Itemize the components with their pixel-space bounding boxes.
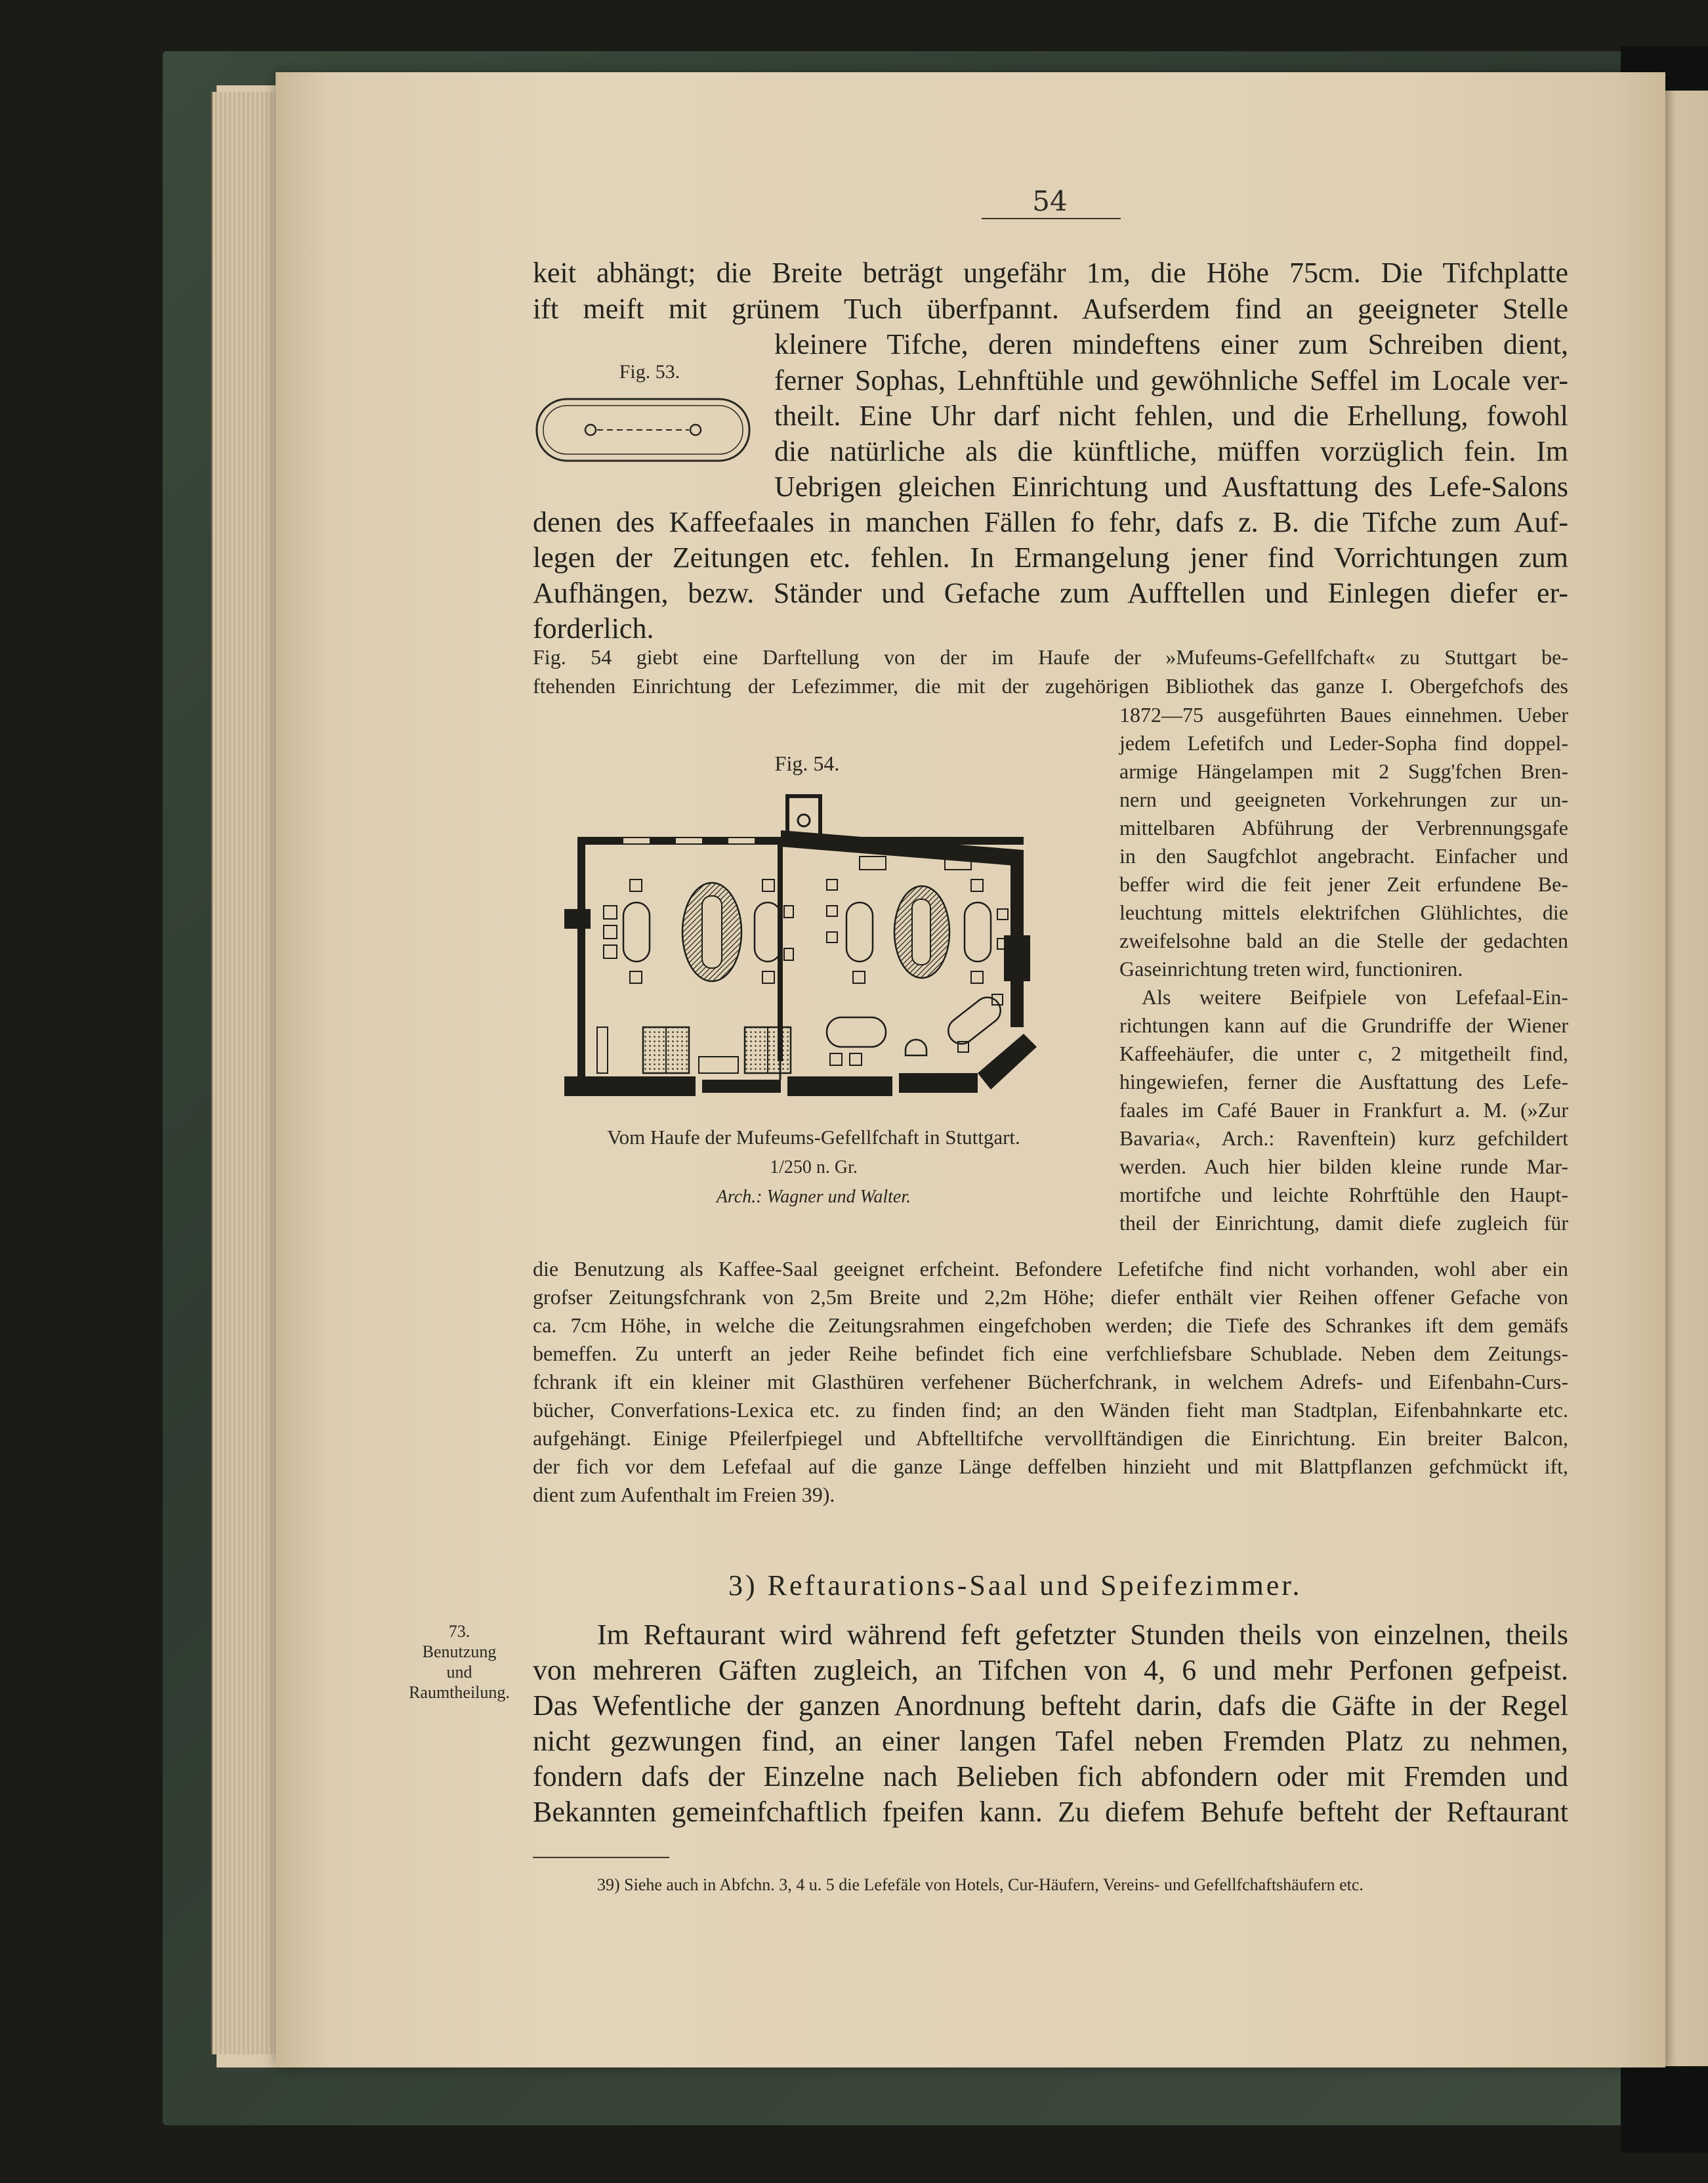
text-line: theilt. Eine Uhr darf nicht fehlen, und die Erhellung, fowohl	[774, 400, 1568, 432]
section-heading: 3) Reftaurations-Saal und Speifezimmer.	[728, 1569, 1302, 1601]
text-line: der fich vor dem Lefefaal auf die ganze Länge deffelben hinzieht und mit Blattpflanzen gefchmückt ift,	[533, 1454, 1568, 1478]
fig54-floor-plan	[551, 791, 1076, 1099]
marginal-line: Raumtheilung.	[409, 1683, 510, 1702]
text-line: fchrank ift ein kleiner mit Glasthüren verfehener Bücherfchrank, in welchem Adrefs- und Eifenbahn-Curs-	[533, 1370, 1568, 1393]
text-line: 1872—75 ausgeführten Baues einnehmen. Ueber	[1119, 703, 1568, 727]
marginal-line: und	[446, 1663, 472, 1682]
text-line: zweifelsohne bald an die Stelle der gedachten	[1119, 929, 1568, 952]
text-line: in den Saugfchlot angebracht. Einfacher und	[1119, 844, 1568, 868]
text-line: ift meift mit grünem Tuch überfpannt. Aufserdem find an geeigneter Stelle	[533, 293, 1568, 325]
page-number: 54	[1032, 185, 1068, 217]
text-line: Kaffeehäufer, die unter c, 2 mitgetheilt find,	[1119, 1042, 1568, 1065]
page-edges	[211, 92, 283, 2054]
text-line: legen der Zeitungen etc. fehlen. In Ermangelung jener find Vorrichtungen zum	[533, 541, 1568, 574]
text-line: Im Reftaurant wird während feft gefetzter Stunden theils von einzelnen, theils	[597, 1619, 1568, 1651]
text-line: leuchtung mittels elektrifchen Glühlichtes, die	[1119, 901, 1568, 924]
marginal-note	[394, 1621, 525, 1703]
text-line: denen des Kaffeefaales in manchen Fällen fo fehr, dafs z. B. die Tifche zum Auf-	[533, 506, 1568, 538]
text-line: Bekannten gemeinfchaftlich fpeifen kann. Zu diefem Behufe befteht der Reftaurant	[533, 1796, 1568, 1828]
text-line: bücher, Converfations-Lexica etc. zu finden find; an den Wänden fieht man Stadtplan, Eifenbahnkarte etc.	[533, 1398, 1568, 1422]
text-line: Gaseinrichtung treten wird, functioniren.	[1119, 957, 1463, 981]
fig54-architects: Arch.: Wagner und Walter.	[716, 1187, 911, 1207]
text-line: aufgehängt. Einige Pfeilerfpiegel und Abftelltifche vervollftändigen die Einrichtung. Ein breiter Balcon,	[533, 1426, 1568, 1450]
text-line: mortifche und leichte Rohrftühle den Haupt-	[1119, 1183, 1568, 1206]
text-line: richtungen kann auf die Grundriffe der Wiener	[1119, 1013, 1568, 1037]
footnote-rule	[533, 1857, 669, 1858]
text-line: Bavaria«, Arch.: Ravenftein) kurz gefchildert	[1119, 1126, 1568, 1150]
fig54-caption: Vom Haufe der Mufeums-Gefellfchaft in Stuttgart.	[607, 1126, 1020, 1149]
text-line: beffer wird die feit jener Zeit erfundene Be-	[1119, 872, 1568, 896]
text-line: dient zum Aufenthalt im Freien 39).	[533, 1483, 835, 1506]
text-line: jedem Lefetifch und Leder-Sopha find doppel-	[1119, 731, 1568, 755]
text-line: die Benutzung als Kaffee-Saal geeignet erfcheint. Befondere Lefetifche find nicht vorhanden, wohl aber ein	[533, 1257, 1568, 1281]
text-line: kleinere Tifche, deren mindeftens einer zum Schreiben dient,	[774, 328, 1568, 360]
marginal-number: 73.	[448, 1622, 470, 1641]
text-line: von mehreren Gäften zugleich, an Tifchen von 4, 6 und mehr Perfonen gefpeist.	[533, 1654, 1568, 1686]
fig53-table-diagram	[531, 394, 755, 466]
text-line: forderlich.	[533, 612, 654, 645]
text-line: theil der Einrichtung, damit diefe zugleich für	[1119, 1211, 1568, 1235]
text-line: armige Hängelampen mit 2 Sugg'fchen Bren-	[1119, 759, 1568, 783]
text-line: die natürliche als die künftliche, müffen vorzüglich fein. Im	[774, 435, 1568, 467]
marginal-line: Benutzung	[422, 1642, 497, 1661]
text-line: hingewiefen, ferner die Ausftattung des Lefe-	[1119, 1070, 1568, 1093]
text-line: nern und geeigneten Vorkehrungen zur un-	[1119, 788, 1568, 811]
text-line: ca. 7cm Höhe, in welche die Zeitungsrahmen eingefchoben werden; die Tiefe des Schrankes ift dem gemäfs	[533, 1313, 1568, 1337]
text-line: Aufhängen, bezw. Ständer und Gefache zum Aufftellen und Einlegen diefer er-	[533, 577, 1568, 609]
fig53-label: Fig. 53.	[619, 361, 680, 383]
text-line: keit abhängt; die Breite beträgt ungefähr 1m, die Höhe 75cm. Die Tifchplatte	[533, 257, 1568, 289]
text-line: mittelbaren Abführung der Verbrennungsgafe	[1119, 816, 1568, 839]
text-line: Das Wefentliche der ganzen Anordnung befteht darin, dafs die Gäfte in der Regel	[533, 1689, 1568, 1722]
text-line: werden. Auch hier bilden kleine runde Mar-	[1119, 1155, 1568, 1178]
text-line: Fig. 54 giebt eine Darftellung von der im Haufe der »Mufeums-Gefellfchaft« zu Stuttgart be-	[533, 645, 1568, 669]
text-line: nicht gezwungen find, an einer langen Tafel neben Fremden Platz zu nehmen,	[533, 1725, 1568, 1757]
text-line: fondern dafs der Einzelne nach Belieben fich abfondern oder mit Fremden und	[533, 1760, 1568, 1792]
fig54-label: Fig. 54.	[774, 752, 840, 775]
text-line: bemeffen. Zu unterft an jeder Reihe befindet fich eine verfchliefsbare Schublade. Neben dem Zeitungs-	[533, 1342, 1568, 1365]
header-rule	[982, 218, 1121, 219]
text-line: faales im Café Bauer in Frankfurt a. M. (»Zur	[1119, 1098, 1568, 1122]
text-line: Uebrigen gleichen Einrichtung und Ausftattung des Lefe-Salons	[774, 471, 1568, 503]
text-line: ferner Sophas, Lehnftühle und gewöhnliche Seffel im Locale ver-	[774, 364, 1568, 396]
text-line: Als weitere Beifpiele von Lefefaal-Ein-	[1142, 985, 1568, 1009]
text-line: ftehenden Einrichtung der Lefezimmer, die mit der zugehörigen Bibliothek das ganze I. Obergefchofs des	[533, 674, 1568, 698]
footnote: 39) Siehe auch in Abfchn. 3, 4 u. 5 die Lefefäle von Hotels, Cur-Häufern, Vereins- und Gefellfchaftshäufern etc.	[597, 1875, 1364, 1894]
fig54-scale: 1/250 n. Gr.	[770, 1157, 858, 1177]
text-line: grofser Zeitungsfchrank von 2,5m Breite und 2,2m Höhe; diefer enthält vier Reihen offener Gefache von	[533, 1285, 1568, 1309]
